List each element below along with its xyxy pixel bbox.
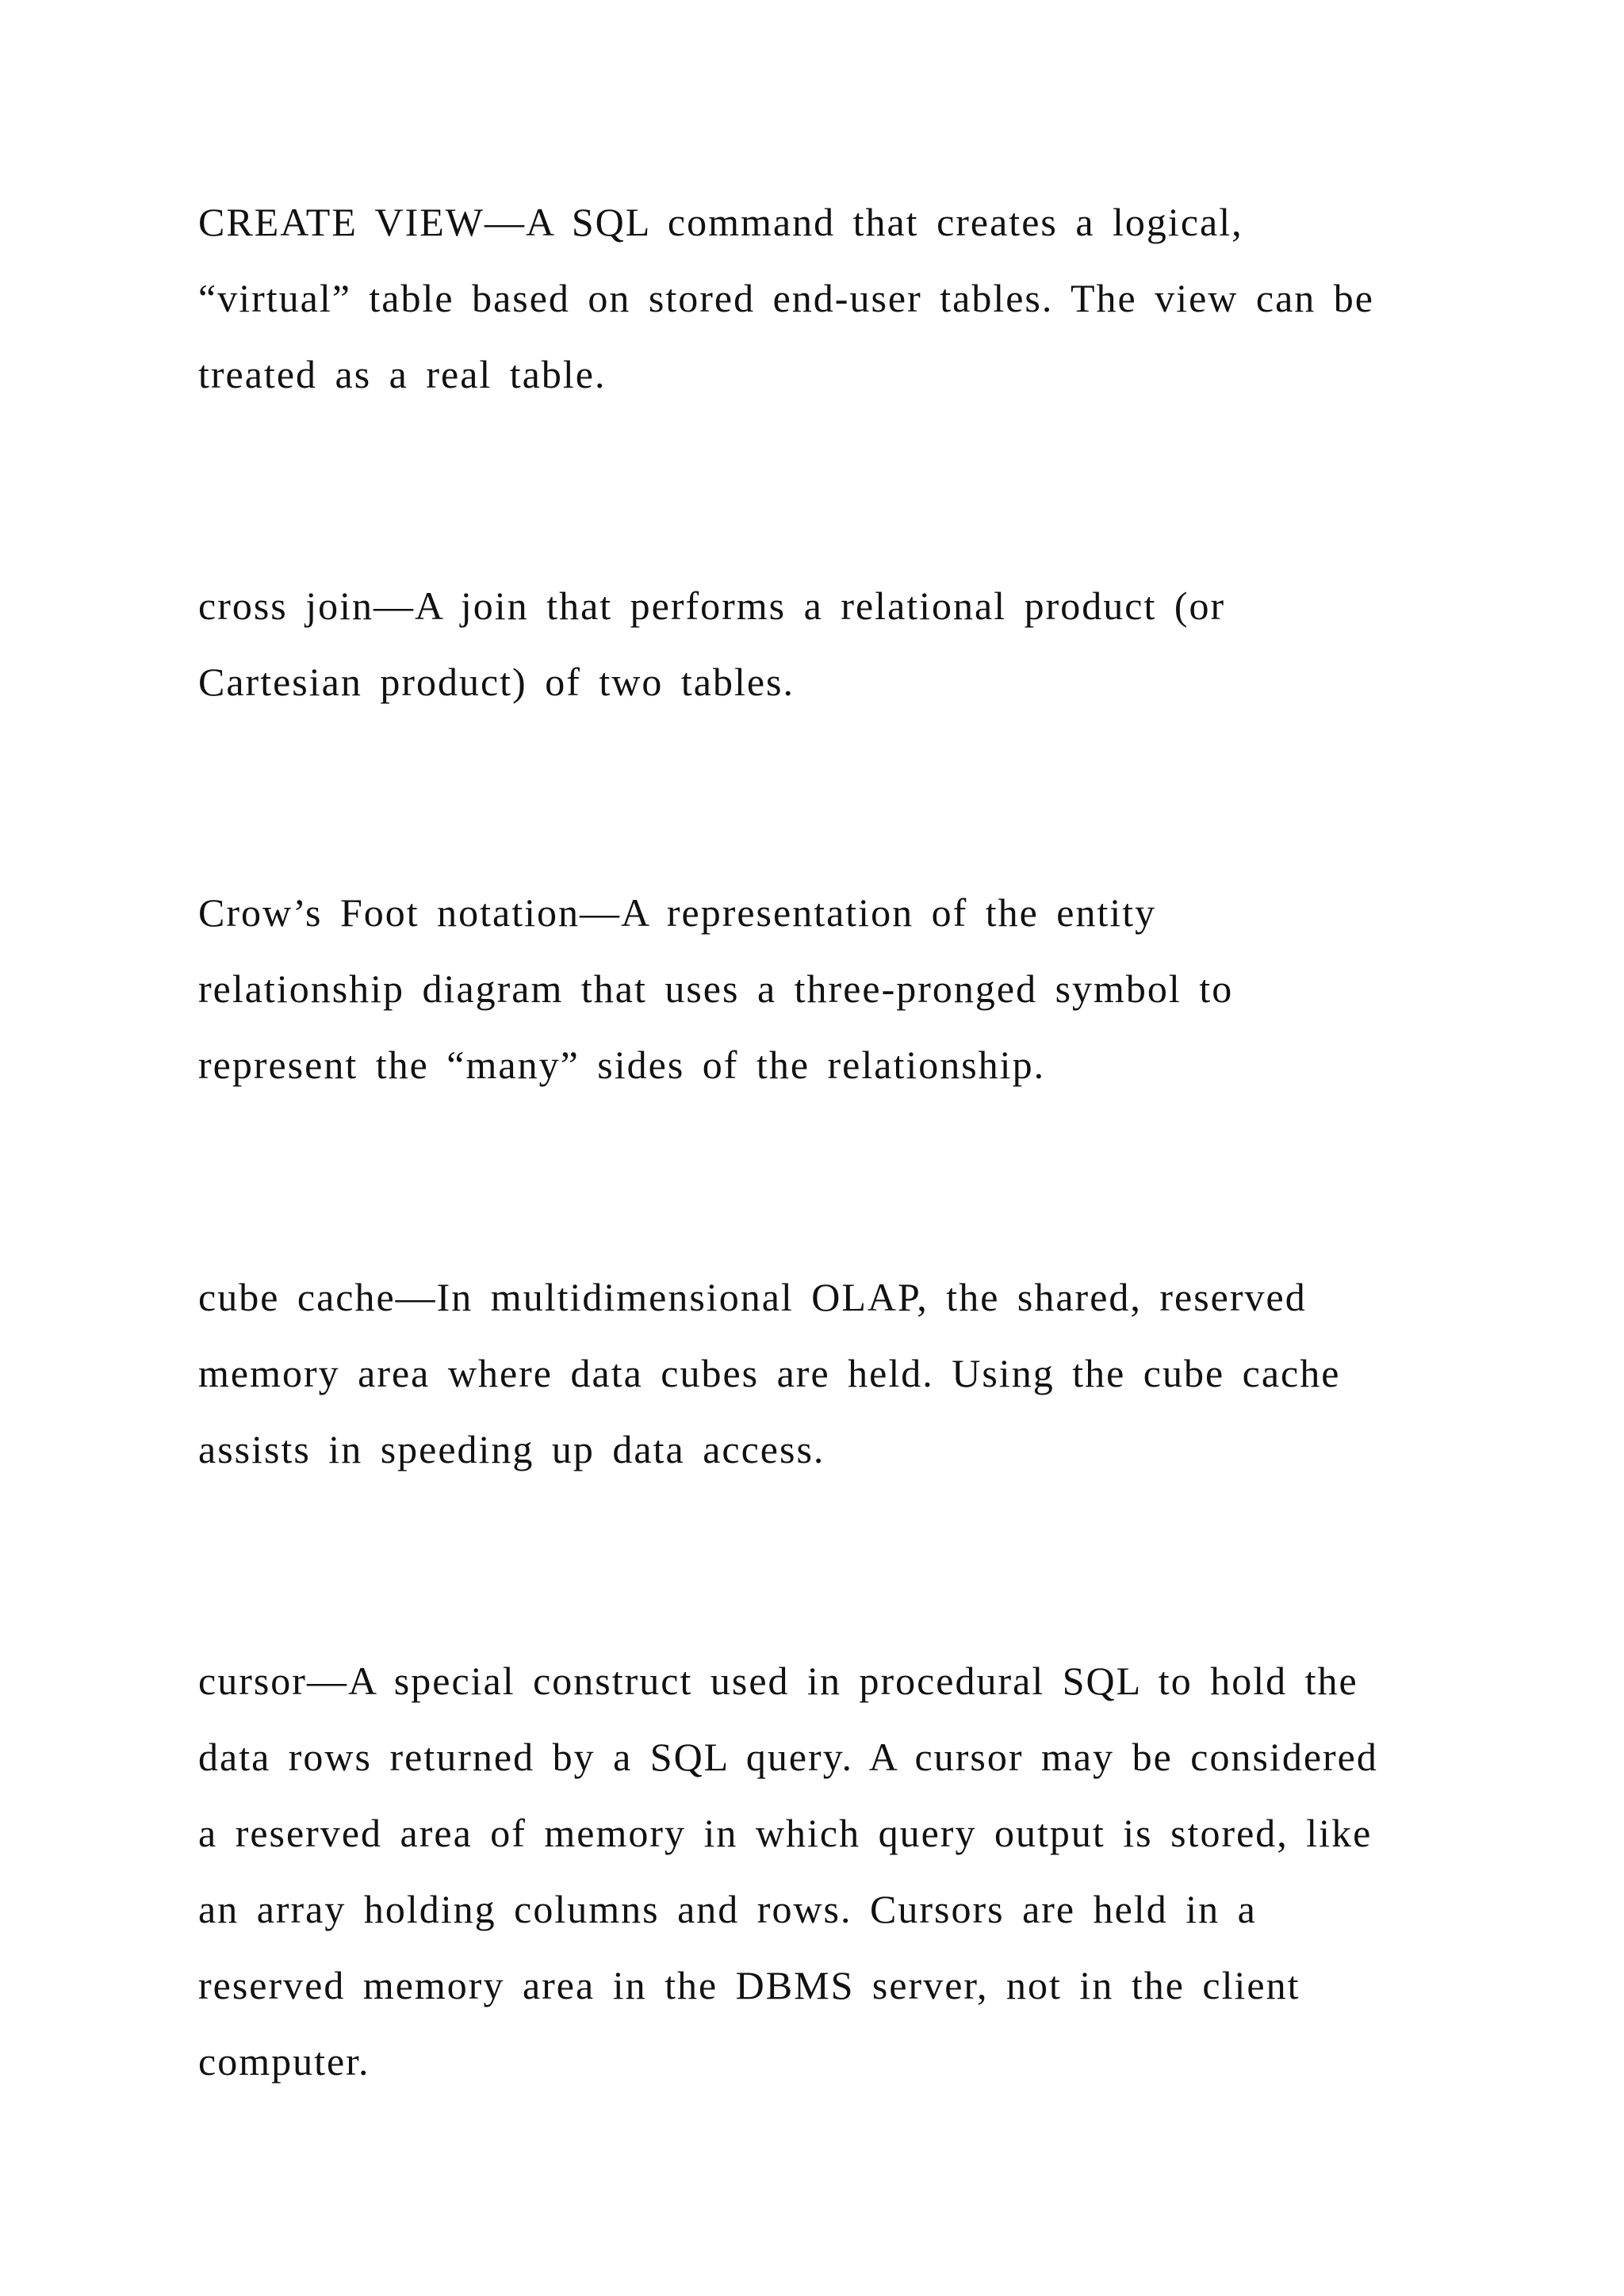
glossary-entry-create-view: CREATE VIEW—A SQL command that creates a logical, “virtual” table based on stored end-user tables. The view can be treated as a real table. (198, 200, 1374, 396)
glossary-entry-cross-join: cross join—A join that performs a relational product (or Cartesian product) of two tables. (198, 584, 1226, 704)
glossary-entry-cube-cache: cube cache—In multidimensional OLAP, the shared, reserved memory area where data cubes are held. Using the cube cache assists in speeding up data access. (198, 1275, 1341, 1471)
glossary-entry-cursor: cursor—A special construct used in procedural SQL to hold the data rows returned by a SQL query. A cursor may be considered a reserved area of memory in which query output is stored, like an array holding columns and rows. Cursors are held in a reserved memory area in the DBMS server, not in the client computer. (198, 1659, 1378, 2084)
glossary-entry-crows-foot-notation: Crow’s Foot notation—A representation of the entity relationship diagram that uses a three-pronged symbol to represent the “many” sides of the relationship. (198, 890, 1234, 1087)
